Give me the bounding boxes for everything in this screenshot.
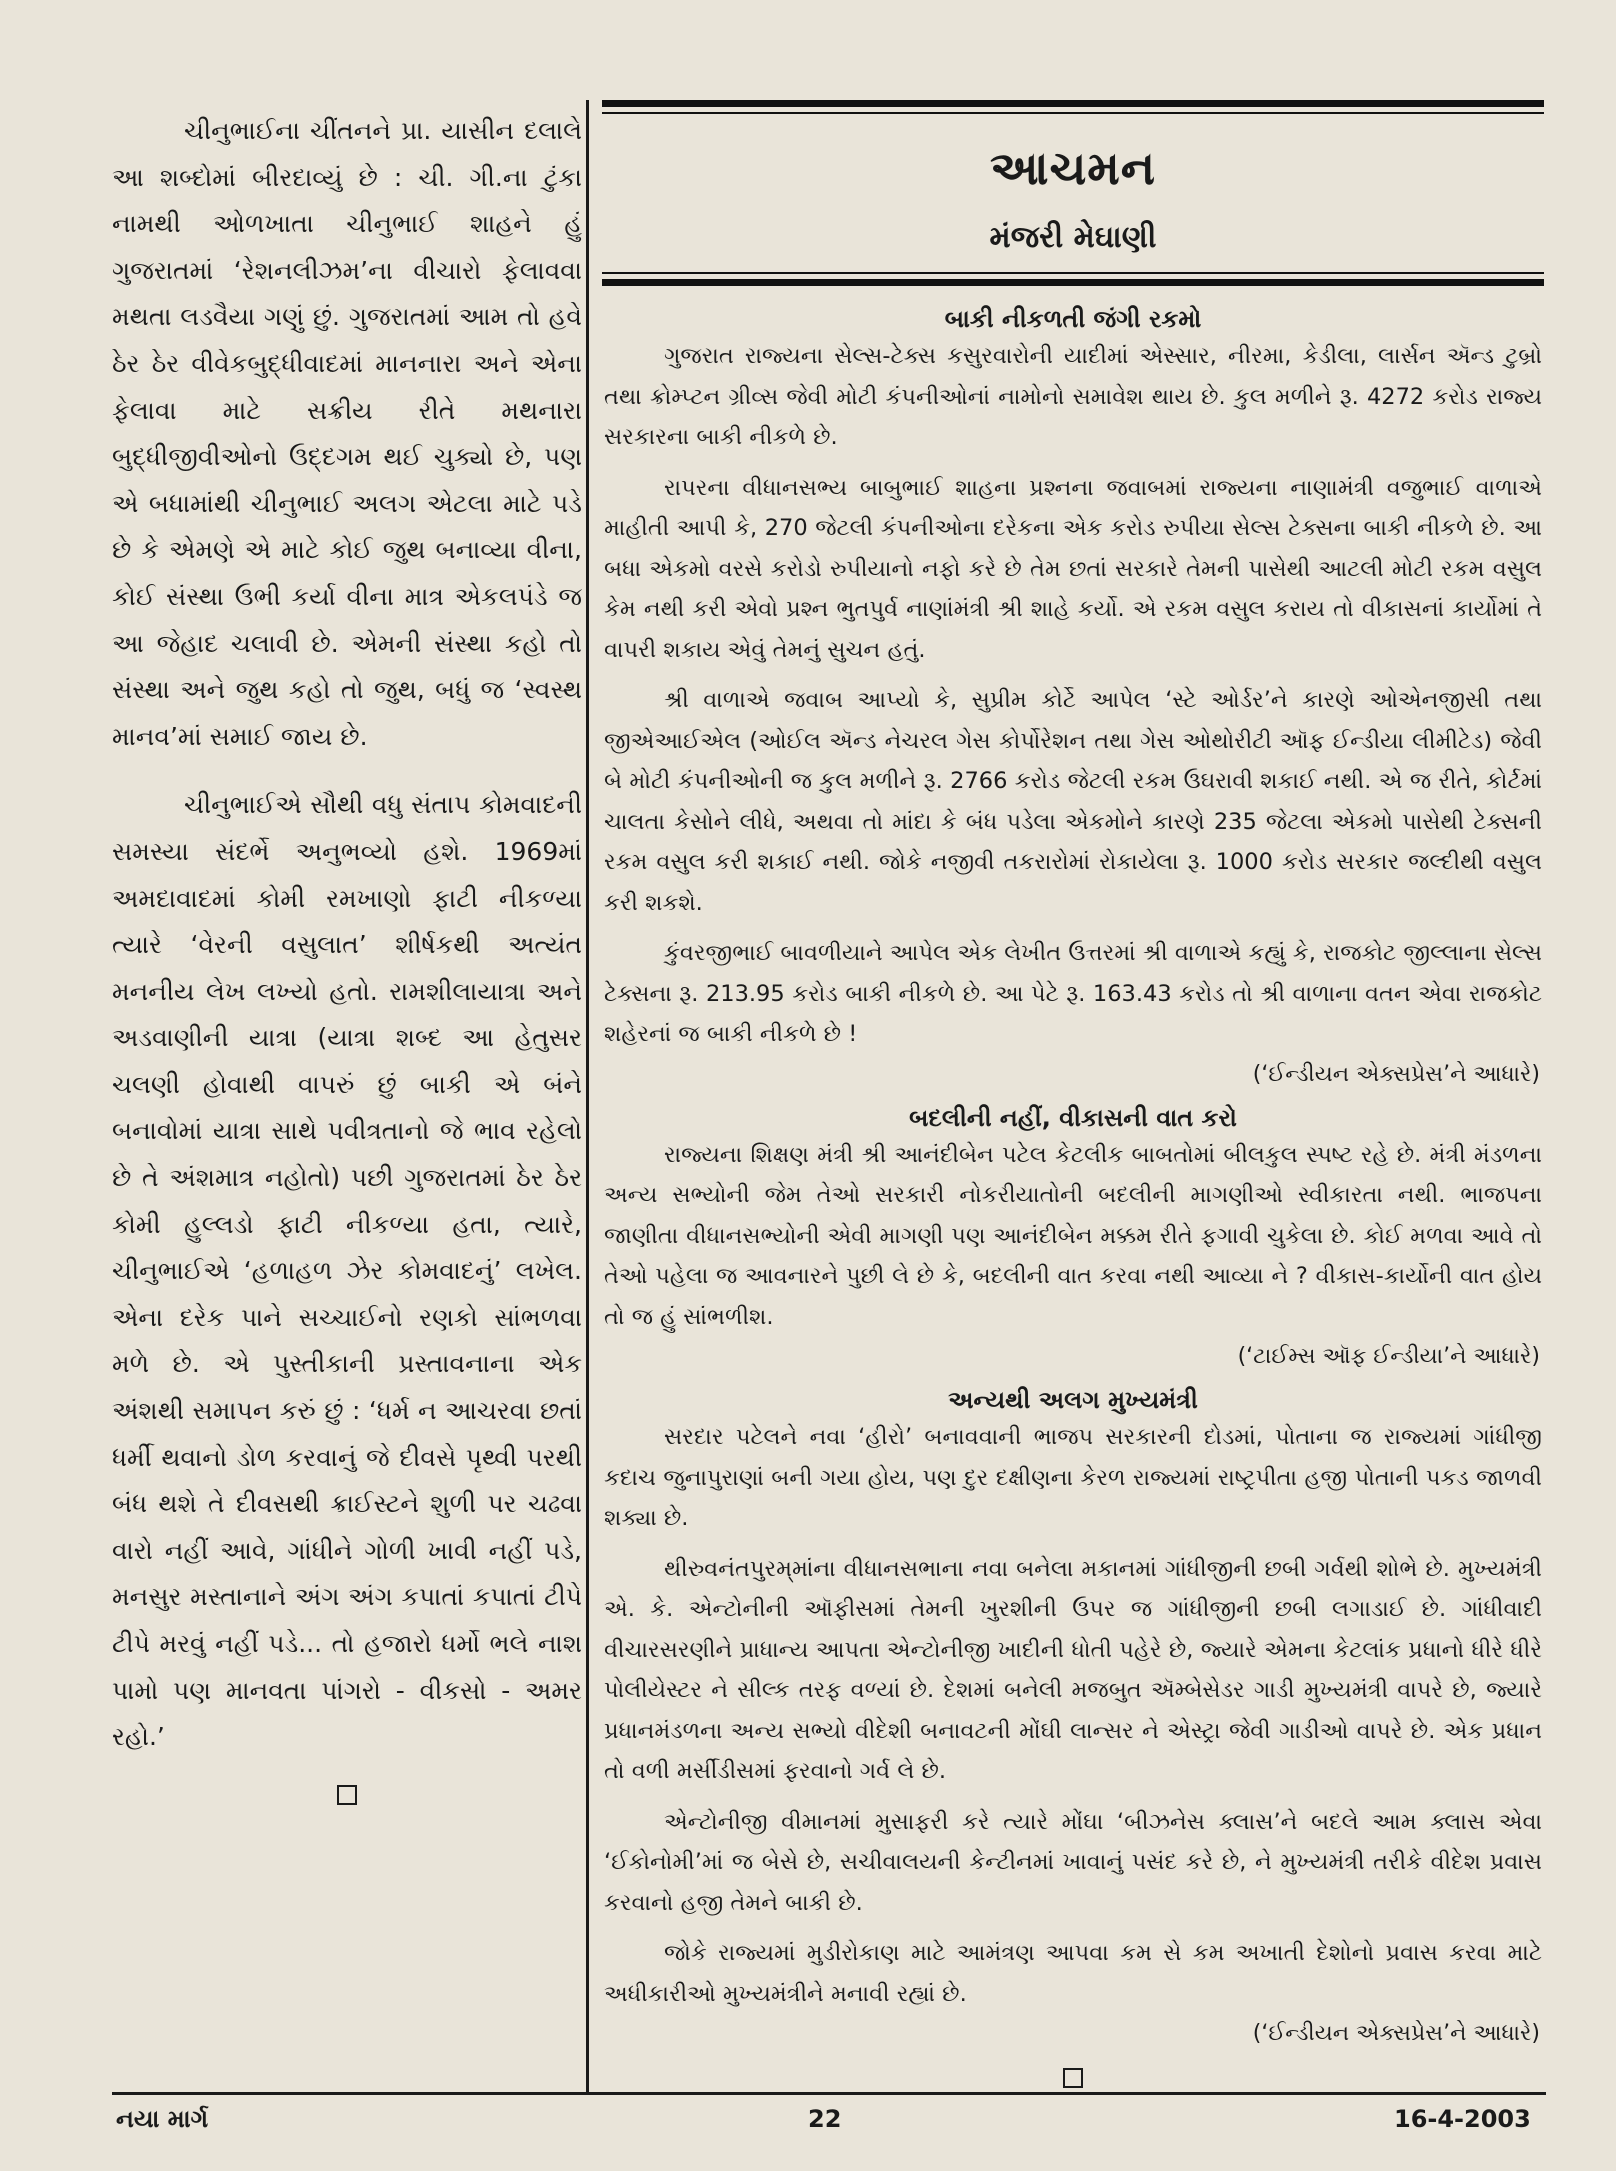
section-paragraph: એન્ટોનીજી વીમાનમાં મુસાફરી કરે ત્યારે મોંઘા ‘બીઝનેસ ક્લાસ’ને બદલે આમ ક્લાસ એવા ‘ઈકોનોમી’માં જ બેસે છે, સચીવાલયની કેન્ટીનમાં ખાવાનું પસંદ કરે છે, ને મુખ્યમંત્રી તરીકે વીદેશ પ્રવાસ કરવાનો હજી તેમને બાકી છે.: [604, 1808, 1542, 1916]
section-title: અન્યથી અલગ મુખ્યમંત્રી: [948, 1386, 1198, 1414]
section-3: [600, 1383, 1546, 2088]
section-paragraph: જોકે રાજ્યમાં મુડીરોકાણ માટે આમંત્રણ આપવા કમ સે કમ અખાતી દેશોનો પ્રવાસ કરવા માટે અધીકારીઓ મુખ્યમંત્રીને મનાવી રહ્યાં છે.: [604, 1940, 1542, 2007]
section-paragraph: કુંવરજીભાઈ બાવળીયાને આપેલ એક લેખીત ઉત્તરમાં શ્રી વાળાએ કહ્યું કે, રાજકોટ જીલ્લાના સેલ્સ ટેક્સના રૂ. 213.95 કરોડ બાકી નીકળે છે. આ પેટે રૂ. 163.43 કરોડ તો શ્રી વાળાના વતન એવા રાજકોટ શહેરનાં જ બાકી નીકળે છે !: [604, 940, 1542, 1047]
column-author: મંજરી મેઘાણી: [989, 220, 1157, 255]
section-paragraph: રાપરના વીધાનસભ્ય બાબુભાઈ શાહના પ્રશ્નના જવાબમાં રાજ્યના નાણામંત્રી વજુભાઈ વાળાએ માહીતી આપી કે, 270 જેટલી કંપનીઓના દરેકના એક કરોડ રુપીયા સેલ્સ ટેક્સના બાકી નીકળે છે. આ બધા એકમો વરસે કરોડો રુપીયાનો નફો કરે છે તેમ છતાં સરકારે તેમની પાસેથી આટલી મોટી રકમ વસુલ કેમ નથી કરી એવો પ્રશ્ન ભુતપુર્વ નાણાંમંત્રી શ્રી શાહે કર્યો. એ રકમ વસુલ કરાય તો વીકાસનાં કાર્યોમાં તે વાપરી શકાય એવું તેમનું સુચન હતું.: [604, 474, 1542, 663]
section-2: [600, 1101, 1546, 1378]
header-bottom-thin-rule: [602, 272, 1544, 274]
section-title: બદલીની નહીં, વીકાસની વાત કરો: [909, 1103, 1237, 1132]
header-bottom-thick-rule: [602, 279, 1544, 286]
column-title: આચમન: [989, 141, 1157, 195]
left-column: [112, 108, 582, 1805]
section-source: (‘ટાઈમ્સ ઑફ ઈન્ડીયા’ને આધારે): [1237, 1344, 1540, 1369]
section-paragraph: ગુજરાત રાજ્યના સેલ્સ-ટેક્સ કસુરવારોની યાદીમાં એસ્સાર, નીરમા, કેડીલા, લાર્સન ઍન્ડ ટુબ્રો તથા ક્રોમ્પ્ટન ગ્રીવ્સ જેવી મોટી કંપનીઓનાં નામોનો સમાવેશ થાય છે. કુલ મળીને રૂ. 4272 કરોડ રાજ્ય સરકારના બાકી નીકળે છે.: [604, 343, 1542, 450]
footer-rule: [112, 2092, 1546, 2095]
header-top-rule: [602, 100, 1544, 107]
end-of-article-box: [1063, 2068, 1083, 2088]
footer-date: 16-4-2003: [1394, 2105, 1531, 2133]
section-source: (‘ઈન્ડીયન એક્સપ્રેસ’ને આધારે): [1252, 1061, 1540, 1087]
section-paragraph: શ્રી વાળાએ જવાબ આપ્યો કે, સુપ્રીમ કોર્ટે આપેલ ‘સ્ટે ઓર્ડર’ને કારણે ઓએનજીસી તથા જીએઆઈએલ (ઓઈલ ઍન્ડ નેચરલ ગેસ કોર્પોરેશન તથા ગેસ ઓથોરીટી ઑફ ઈન્ડીયા લીમીટેડ) જેવી બે મોટી કંપનીઓની જ કુલ મળીને રૂ. 2766 કરોડ જેટલી રકમ ઉઘરાવી શકાઈ નથી. એ જ રીતે, કોર્ટમાં ચાલતા કેસોને લીધે, અથવા તો માંદા કે બંધ પડેલા એકમોને કારણે 235 જેટલા એકમો પાસેથી ટેક્સની રકમ વસુલ કરી શકાઈ નથી. જોકે નજીવી તકરારોમાં રોકાયેલા રૂ. 1000 કરોડ સરકાર જલ્દીથી વસુલ કરી શકશે.: [604, 687, 1542, 916]
section-paragraph: થીરુવનંતપુરમ્‌માંના વીધાનસભાના નવા બનેલા મકાનમાં ગાંધીજીની છબી ગર્વથી શોભે છે. મુખ્યમંત્રી એ. કે. એન્ટોનીની ઑફીસમાં તેમની ખુરશીની ઉપર જ ગાંધીજીની છબી લગાડાઈ છે. ગાંધીવાદી વીચારસરણીને પ્રાધાન્ય આપતા એન્ટોનીજી ખાદીની ધોતી પહેરે છે, જ્યારે એમના કેટલાંક પ્રધાનો ધીરે ધીરે પોલીયેસ્ટર ને સીલ્ક તરફ વળ્યાં છે. દેશમાં બનેલી મજબુત ઍમ્બેસેડર ગાડી મુખ્યમંત્રી વાપરે છે, જ્યારે પ્રધાનમંડળના અન્ય સભ્યો વીદેશી બનાવટની મોંઘી લાન્સર ને એસ્ટ્રા જેવી ગાડીઓ વાપરે છે. એક પ્રધાન તો વળી મર્સીડીસમાં ફરવાનો ગર્વ લે છે.: [604, 1555, 1542, 1784]
section-paragraph: રાજ્યના શિક્ષણ મંત્રી શ્રી આનંદીબેન પટેલ કેટલીક બાબતોમાં બીલકુલ સ્પષ્ટ રહે છે. મંત્રી મંડળના અન્ય સભ્યોની જેમ તેઓ સરકારી નોકરીયાતોની બદલીની માગણીઓ સ્વીકારતા નથી. ભાજપના જાણીતા વીધાનસભ્યોની એવી માગણી પણ આનંદીબેન મક્કમ રીતે ફગાવી ચુકેલા છે. કોઈ મળવા આવે તો તેઓ પહેલા જ આવનારને પુછી લે છે કે, બદલીની વાત કરવા નથી આવ્યા ને ? વીકાસ-કાર્યોની વાત હોય તો જ હું સાંભળીશ.: [604, 1141, 1542, 1330]
left-paragraph-2: ચીનુભાઈએ સૌથી વધુ સંતાપ કોમવાદની સમસ્યા સંદર્ભે અનુભવ્યો હશે. 1969માં અમદાવાદમાં કોમી રમખાણો ફાટી નીકળ્યા ત્યારે ‘વેરની વસુલાત’ શીર્ષકથી અત્યંત મનનીય લેખ લખ્યો હતો. રામશીલાયાત્રા અને અડવાણીની યાત્રા (યાત્રા શબ્દ આ હેતુસર ચલણી હોવાથી વાપરું છું બાકી એ બંને બનાવોમાં યાત્રા સાથે પવીત્રતાનો જે ભાવ રહેલો છે તે અંશમાત્ર નહોતો) પછી ગુજરાતમાં ઠેર ઠેર કોમી હુલ્લડો ફાટી નીકળ્યા હતા, ત્યારે, ચીનુભાઈએ ‘હળાહળ ઝેર કોમવાદનું’ લખેલ. એના દરેક પાને સચ્ચાઈનો રણકો સાંભળવા મળે છે. એ પુસ્તીકાની પ્રસ્તાવનાના એક અંશથી સમાપન કરું છું : ‘ધર્મ ન આચરવા છતાં ધર્મી થવાનો ડોળ કરવાનું જે દીવસે પૃથ્વી પરથી બંધ થશે તે દીવસથી ક્રાઈસ્ટને શુળી પર ચઢવા વારો નહીં આવે, ગાંધીને ગોળી ખાવી નહીં પડે, મનસુર મસ્તાનાને અંગ અંગ કપાતાં કપાતાં ટીપે ટીપે મરવું નહીં પડે... તો હજારો ધર્મો ભલે નાશ પામો પણ માનવતા પાંગરો - વીકસો - અમર રહો.’: [112, 790, 582, 1752]
section-paragraph: સરદાર પટેલને નવા ‘હીરો’ બનાવવાની ભાજપ સરકારની દોડમાં, પોતાના જ રાજ્યમાં ગાંધીજી કદાચ જુનાપુરાણાં બની ગયા હોય, પણ દુર દક્ષીણના કેરળ રાજ્યમાં રાષ્ટ્રપીતા હજી પોતાની પકડ જાળવી શક્યા છે.: [604, 1424, 1542, 1531]
header-bottom-rules: [600, 272, 1546, 286]
left-paragraph-1: ચીનુભાઈના ચીંતનને પ્રા. યાસીન દલાલે આ શબ્દોમાં બીરદાવ્યું છે : ચી. ગી.ના ટુંકા નામથી ઓળખાતા ચીનુભાઈ શાહને હું ગુજરાતમાં ‘રેશનલીઝમ’ના વીચારો ફેલાવવા મથતા લડવૈયા ગણું છું. ગુજરાતમાં આમ તો હવે ઠેર ઠેર વીવેકબુદ્ધીવાદમાં માનનારા અને એના ફેલાવા માટે સક્રીય રીતે મથનારા બુદ્ધીજીવીઓનો ઉદ્દગમ થઈ ચુક્યો છે, પણ એ બધામાંથી ચીનુભાઈ અલગ એટલા માટે પડે છે કે એમણે એ માટે કોઈ જુથ બનાવ્યા વીના, કોઈ સંસ્થા ઉભી કર્યા વીના માત્ર એકલપંડે જ આ જેહાદ ચલાવી છે. એમની સંસ્થા કહો તો સંસ્થા અને જુથ કહો તો જુથ, બધું જ ‘સ્વસ્થ માનવ’માં સમાઈ જાય છે.: [112, 116, 582, 751]
end-of-article-box: [337, 1785, 357, 1805]
section-1: [600, 302, 1546, 1095]
footer-page-number: 22: [808, 2105, 842, 2133]
column-divider: [586, 100, 589, 2095]
header-thin-rule: [602, 112, 1544, 114]
section-title: બાકી નીકળતી જંગી રકમો: [944, 305, 1202, 333]
section-source: (‘ઈન્ડીયન એક્સપ્રેસ’ને આધારે): [1252, 2021, 1540, 2046]
footer-publication: નયા માર્ગ: [116, 2105, 209, 2133]
right-column: [600, 100, 1546, 2088]
